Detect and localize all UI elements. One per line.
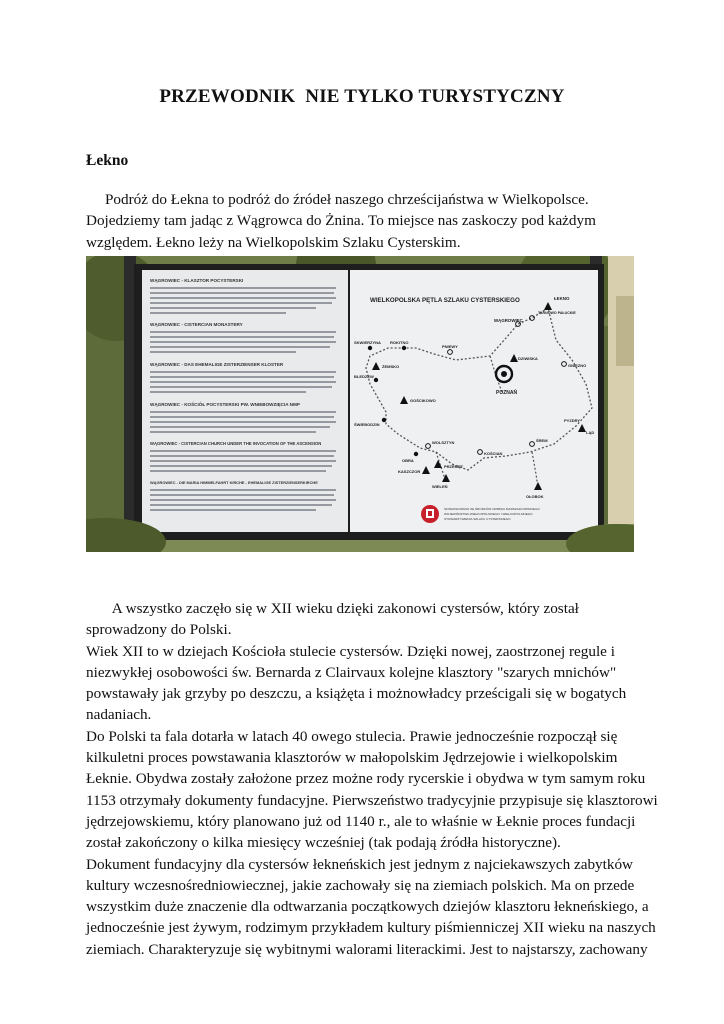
text-line: Podróż do Łekna to podróż do źródeł naszego chrześcijaństwa w Wielkopolsce. — [86, 191, 589, 208]
map-footer-line: STOWARZYSZENIA SZLAKU CYSTERSKIEGO — [444, 517, 511, 521]
map-place: ŁEKNO — [554, 296, 570, 301]
map-footer-line: SFINANSOWANO ZE ŚRODKÓW URZĘDU MARSZAŁKOWSKIEGO — [444, 507, 540, 511]
map-place: WIELEŃ — [432, 484, 448, 489]
text-line: Dokument fundacyjny dla cystersów łekneńskich jest jednym z najciekawszych zabytków — [86, 855, 634, 873]
text-line: kilkuletni proces powstawania klasztorów w małopolskim Jędrzejowie i wielkopolskim — [86, 749, 618, 767]
map-place: ŻEMSKO — [382, 364, 400, 369]
photo-information-board — [86, 256, 634, 552]
map-place: ŚREM — [536, 438, 548, 443]
map-place: GNIEZNO — [568, 363, 587, 368]
document-title: PRZEWODNIK NIE TYLKO TURYSTYCZNY — [159, 86, 565, 107]
text-line: jędrzejowskiemu, który planowano już od 1140 r., ale to właśnie w Łeknie proces fundacji — [86, 812, 636, 830]
map-place: BLEDZEW — [354, 374, 374, 379]
map-place: DZIWISKA — [518, 356, 538, 361]
board-heading: WĄGROWIEC - CISTERCIAN MONASTERY — [150, 322, 243, 327]
map-place: POZNAŃ — [496, 390, 518, 396]
text-line: A wszystko zaczęło się w XII wieku dzięki zakonowi cystersów, który został — [86, 600, 579, 617]
body-paragraph — [86, 598, 658, 960]
text-line: Łeknie. Obydwa zostały założone przez możne rody rycerskie i obydwa w tym samym roku — [86, 770, 646, 788]
text-line: powstawały jak grzyby po deszczu, a książęta i możnowładcy prześcigali się w bogatych — [86, 685, 627, 703]
map-place: ŚWIEBODZIN — [354, 422, 380, 427]
intro-paragraph — [86, 189, 646, 253]
map-place: KOŚCIAN — [484, 451, 503, 456]
map-place: WĄGROWIEC — [494, 318, 523, 323]
coat-of-arms-icon — [421, 505, 439, 523]
board-heading: WĄGROWIEC - DAS EHEMALIGE ZISTERZIENSER KLOSTER — [150, 362, 284, 367]
map-place: KASZCZOR — [398, 469, 421, 474]
map-place: TARNOWO PAŁUCKIE — [538, 311, 576, 315]
text-line: względem. Łekno leży na Wielkopolskim Szlaku Cysterskim. — [86, 233, 461, 251]
board-heading: WĄGROWIEC - KLASZTOR POCYSTERSKI — [150, 278, 244, 283]
board-heading: WĄGROWIEC - CISTERCIAN CHURCH UNDER THE INVOCATION OF THE ASCENSION — [150, 441, 322, 446]
map-place: PRZEMĘT — [444, 464, 464, 469]
map-footer-line: WOJEWÓDZTWA WIELKOPOLSKIEGO I WIELKOPOLSKIEGO — [444, 512, 533, 516]
text-line: ziemiach. Charakteryzuje się wybitnymi walorami literackimi. Jest to najstarszy, zachowany — [86, 940, 648, 958]
text-line: nadaniach. — [86, 706, 152, 724]
text-line: jednocześnie jest żywym, rodzimym przykładem kultury piśmienniczej XII wieku na naszych — [86, 919, 656, 937]
section-heading: Łekno — [86, 152, 129, 169]
text-line: niezwykłej osobowości św. Bernarda z Clairvaux kolejne klasztory "szarych mnichów" — [86, 663, 617, 681]
map-place: ROKITNO — [390, 340, 409, 345]
text-line: wszystkim duże znaczenie dla odtwarzania początkowych dziejów klasztoru łekneńskiego, a — [86, 898, 649, 916]
text-line: Dojedziemy tam jadąc z Wągrowca do Żnina. To miejsce nas zaskoczy pod każdym — [86, 212, 596, 230]
board-heading: WĄGROWIEC - KOŚCIÓŁ POCYSTERSKI PW. WNIEBOWZIĘCIA NMP — [150, 402, 300, 407]
text-line: kultury wczesnośredniowiecznej, jakie zachowały się na ziemiach polskich. Ma on przede — [86, 876, 635, 894]
text-line: sprowadzony do Polski. — [86, 621, 232, 639]
map-place: WOLSZTYN — [432, 440, 455, 445]
text-line: został zakończony o kilka miesięcy wcześniej (tak podają źródła historyczne). — [86, 834, 561, 852]
map-place: PYZDRY — [564, 418, 581, 423]
map-place: GOŚCIKOWO — [410, 398, 436, 403]
map-place: OBRA — [402, 458, 414, 463]
text-line: 1153 otrzymały dokumenty fundacyjne. Pierwszeństwo tradycyjnie przypisuje się klasztorowi — [86, 791, 658, 809]
map-place: SKWIERZYNA — [354, 340, 381, 345]
board-heading: WĄGROWIEC - DIE MARIA HIMMELFAHRT KIRCHE - EHEMALIGE ZISTERZIENSERKIRCHE — [150, 480, 318, 485]
map-title: WIELKOPOLSKA PĘTLA SZLAKU CYSTERSKIEGO — [370, 297, 520, 304]
text-line: Wiek XII to w dziejach Kościoła stulecie cystersów. Dzięki nowej, zaostrzonej regule i — [86, 642, 615, 660]
text-line: Do Polski ta fala dotarła w latach 40 owego stulecia. Prawie jednocześnie rozpoczął się — [86, 727, 618, 745]
map-place: LĄD — [586, 430, 595, 435]
map-place: PNIEWY — [442, 344, 458, 349]
map-place: OŁOBOK — [526, 494, 544, 499]
